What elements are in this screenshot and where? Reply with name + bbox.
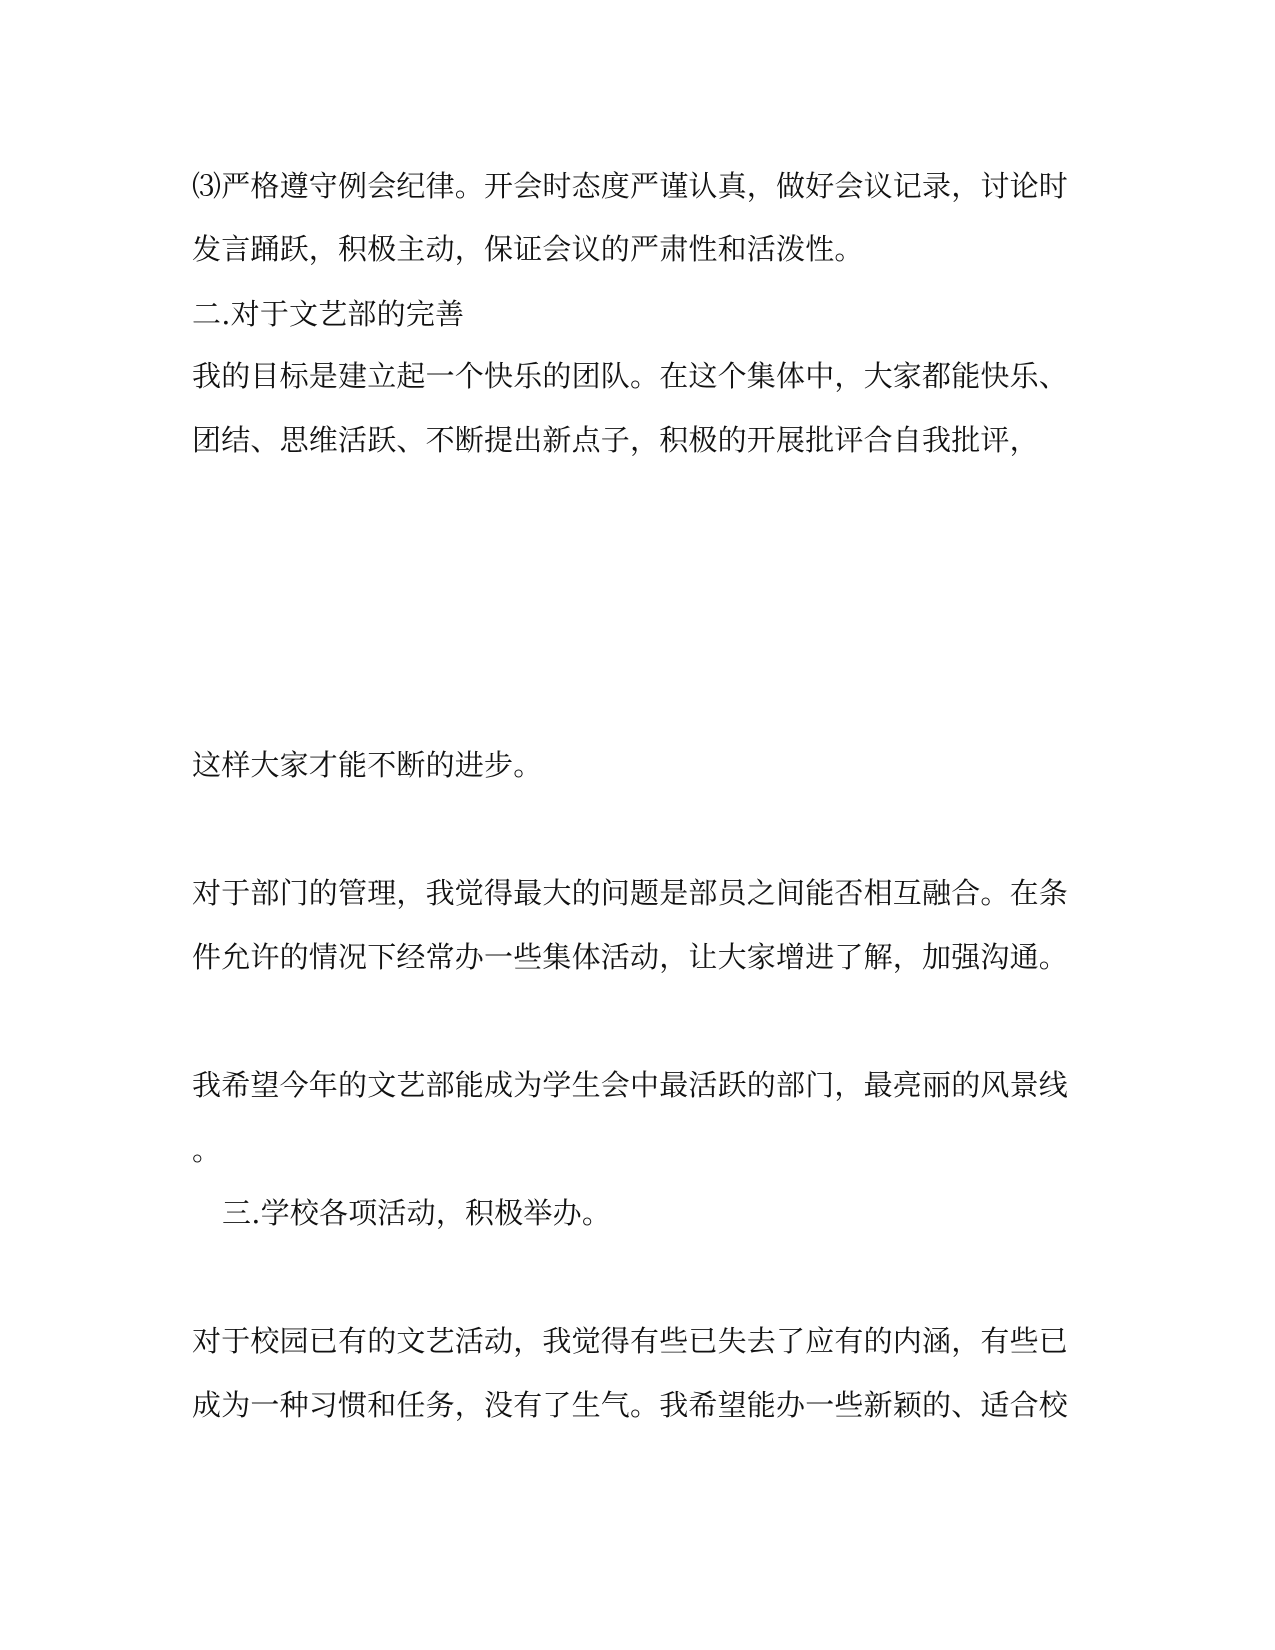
text-line-2: 发言踊跃，积极主动，保证会议的严肃性和活泼性。 [192, 232, 864, 266]
text-line-7: 对于部门的管理，我觉得最大的问题是部员之间能否相互融合。在条 [192, 876, 1069, 910]
text-line-4: 我的目标是建立起一个快乐的团队。在这个集体中，大家都能快乐、 [192, 359, 1069, 393]
text-line-5: 团结、思维活跃、不断提出新点子，积极的开展批评合自我批评， [192, 423, 1039, 457]
section-heading-2: 二.对于文艺部的完善 [192, 297, 465, 331]
text-line-9: 我希望今年的文艺部能成为学生会中最活跃的部门，最亮丽的风景线 [192, 1068, 1069, 1102]
text-line-6: 这样大家才能不断的进步。 [192, 748, 543, 782]
text-line-12: 对于校园已有的文艺活动，我觉得有些已失去了应有的内涵，有些已 [192, 1324, 1069, 1358]
text-line-13: 成为一种习惯和任务，没有了生气。我希望能办一些新颖的、适合校 [192, 1388, 1069, 1422]
text-line-1: ⑶严格遵守例会纪律。开会时态度严谨认真，做好会议记录，讨论时 [192, 169, 1069, 203]
text-line-10: 。 [192, 1133, 222, 1167]
text-line-8: 件允许的情况下经常办一些集体活动，让大家增进了解，加强沟通。 [192, 940, 1069, 974]
section-heading-3: 三.学校各项活动，积极举办。 [222, 1196, 612, 1230]
